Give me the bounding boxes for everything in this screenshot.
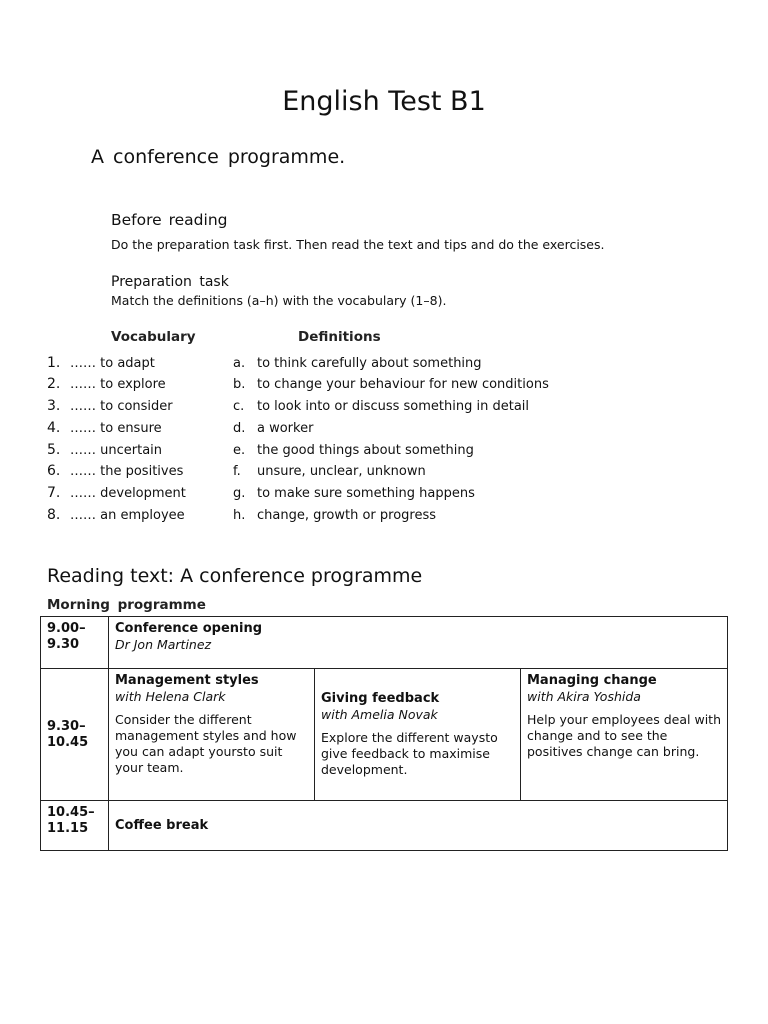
vocab-number: 7. — [47, 485, 61, 501]
vocab-word: …… development — [70, 486, 186, 501]
definition-text: to look into or discuss something in detail — [257, 399, 530, 414]
session-title: Management styles — [115, 673, 259, 688]
session-speaker: Dr Jon Martinez — [115, 637, 212, 652]
preparation-task-instruction: Match the definitions (a–h) with the vocabulary (1–8). — [111, 293, 447, 308]
table-row — [41, 617, 728, 669]
definition-letter: f. — [233, 464, 241, 479]
table-row — [41, 669, 728, 801]
definition-text: the good things about something — [257, 443, 474, 458]
vocab-number: 1. — [47, 355, 61, 371]
definition-letter: d. — [233, 421, 246, 436]
definition-letter: e. — [233, 443, 246, 458]
vocab-row — [0, 399, 768, 419]
vocab-word: …… to consider — [70, 399, 173, 414]
vocab-word: …… uncertain — [70, 443, 163, 458]
definition-letter: h. — [233, 508, 246, 523]
definition-text: change, growth or progress — [257, 508, 437, 523]
definitions-column-heading: Definitions — [298, 329, 381, 345]
time-cell: 9.00– 9.30 — [41, 617, 109, 669]
session-cell — [109, 617, 728, 669]
definition-text: a worker — [257, 421, 314, 436]
definition-text: to make sure something happens — [257, 486, 475, 501]
session-title: Giving feedback — [321, 691, 440, 706]
definition-text: unsure, unclear, unknown — [257, 464, 426, 479]
vocab-number: 5. — [47, 442, 61, 458]
vocab-word: …… to explore — [70, 377, 166, 392]
definition-letter: a. — [233, 356, 246, 371]
vocab-row — [0, 508, 768, 528]
definition-letter: c. — [233, 399, 245, 414]
session-speaker: with Akira Yoshida — [527, 689, 641, 704]
document-subtitle: A conference programme. — [91, 146, 346, 168]
time-cell: 9.30– 10.45 — [41, 669, 109, 801]
vocab-number: 2. — [47, 376, 61, 392]
definition-text: to think carefully about something — [257, 356, 482, 371]
vocab-row — [0, 356, 768, 376]
vocab-number: 8. — [47, 507, 61, 523]
vocab-word: …… an employee — [70, 508, 185, 523]
vocabulary-column-heading: Vocabulary — [111, 329, 196, 345]
vocab-number: 3. — [47, 398, 61, 414]
before-reading-instruction: Do the preparation task first. Then read the text and tips and do the exercises. — [111, 237, 605, 252]
vocab-row — [0, 464, 768, 484]
session-speaker: with Amelia Novak — [321, 707, 438, 722]
session-title: Managing change — [527, 673, 657, 688]
session-title: Conference opening — [115, 621, 263, 636]
document-title: English Test B1 — [282, 86, 486, 117]
session-cell — [109, 801, 728, 851]
definition-letter: g. — [233, 486, 246, 501]
vocab-row — [0, 377, 768, 397]
vocab-word: …… to adapt — [70, 356, 155, 371]
before-reading-heading: Before reading — [111, 211, 228, 229]
programme-table — [40, 616, 728, 851]
vocab-word: …… the positives — [70, 464, 184, 479]
vocab-number: 4. — [47, 420, 61, 436]
session-title: Coffee break — [115, 817, 209, 833]
definition-letter: b. — [233, 377, 246, 392]
reading-text-title: Reading text: A conference programme — [47, 565, 423, 587]
vocab-word: …… to ensure — [70, 421, 162, 436]
session-description: Help your employees deal with change and to see the positives change can bring. — [527, 712, 721, 759]
session-speaker: with Helena Clark — [115, 689, 226, 704]
time-cell: 10.45– 11.15 — [41, 801, 109, 851]
vocab-number: 6. — [47, 463, 61, 479]
session-cell — [315, 669, 521, 801]
table-row — [41, 801, 728, 851]
session-cell — [521, 669, 728, 801]
session-description: Explore the different waysto give feedback to maximise development. — [321, 730, 498, 777]
definition-text: to change your behaviour for new conditions — [257, 377, 549, 392]
vocab-row — [0, 443, 768, 463]
morning-programme-label: Morning programme — [47, 597, 206, 613]
vocab-row — [0, 421, 768, 441]
vocab-row — [0, 486, 768, 506]
session-cell — [109, 669, 315, 801]
session-description: Consider the different management styles and how you can adapt yoursto suit your team. — [115, 712, 297, 775]
preparation-task-heading: Preparation task — [111, 274, 229, 290]
